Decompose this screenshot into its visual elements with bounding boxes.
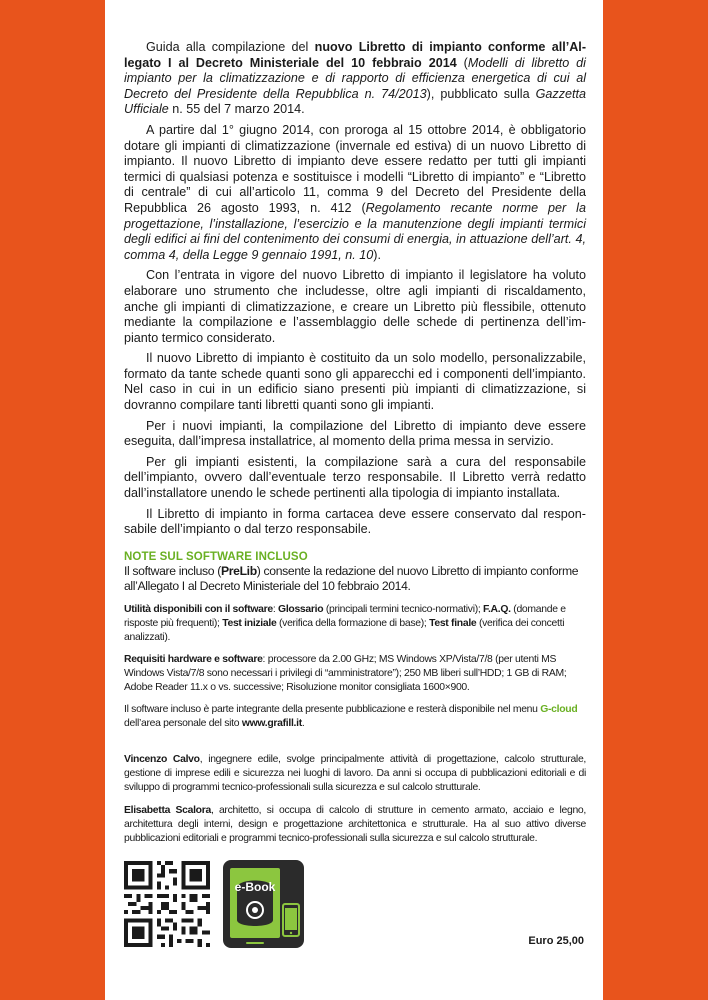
qr-code-icon (124, 861, 210, 947)
software-utilities: Utilità disponibili con il software: Glossario (principali termini tecnico-normativi); F.A.Q. (domande e risposte più frequenti); Test iniziale (verifica della formazione di base); Test finale (verifica dei concetti analizzati). (124, 603, 566, 643)
paragraph-5: Per i nuovi impianti, la compilazione del Libretto di impianto deve essere eseguita, dall’impresa installatrice, al momento della prima messa in servizio. (124, 418, 586, 449)
description-text (124, 40, 586, 538)
price-label: Euro 25,00 (528, 935, 584, 947)
paragraph-2: A partire dal 1° giugno 2014, con proroga al 15 ottobre 2014, è obbligatorio dotare gli impianti di climatizzazione (invernale ed estiva) di un nuovo Libretto di impianto. Il nuovo Libretto di impianto deve essere redatto per tutti gli impianti termici di qualsiasi potenza e sostituisce i modelli “Libretto di impianto” e “Libretto di centrale” di cui all’articolo 11, comma 9 del Decreto del Presidente della Repubblica 26 agosto 1993, n. 412 (Regolamento recante norme per la progettazione, l’installazione, l’esercizio e la manutenzione degli impianti termici degli edifici ai fini del contenimento dei consumi di energia, in attuazione dell’art. 4, comma 4, della Legge 9 gennaio 1991, n. 10). (124, 122, 586, 262)
ebook-tablet-icon (221, 858, 306, 950)
paragraph-6: Per gli impianti esistenti, la compilazione sarà a cura del responsabile dell’impianto, ovvero dall’eventuale terzo responsabile. Il Libretto verrà redatto dall’installatore unendo le schede pertinenti alla tipologia di impianto installata. (124, 454, 586, 501)
software-integral-note: Il software incluso è parte integrante della presente pubblicazione e resterà disponibile nel menu G-cloud dell’area personale del sito www.grafill.it. (124, 703, 578, 729)
author-bio-2: Elisabetta Scalora, architetto, si occupa di calcolo di strutture in cemento armato, acciaio e legno, architettura degli interni, design e progettazione architettonica e strutturale. Ha al suo attivo diverse pubblicazioni editoriali e programmi tecnico-professionali sulla sicurezza e sul calcolo strutturale. (124, 804, 586, 844)
paragraph-7: Il Libretto di impianto in forma cartacea deve essere conservato dal responsabile dell’impianto o dal terzo responsabile. (124, 506, 586, 537)
ebook-label: e-Book (234, 880, 276, 894)
g-cloud-label: G-cloud (540, 703, 578, 715)
software-intro: Il software incluso (PreLib) consente la redazione del nuovo Libretto di impianto conforme all’Allegato I al Decreto Ministeriale del 10 febbraio 2014. (124, 563, 579, 594)
back-cover-page (105, 0, 603, 1000)
paragraph-1: Guida alla compilazione del nuovo Libretto di impianto conforme all’Allegato I al Decreto Ministeriale del 10 febbraio 2014 (Modelli di libretto di impianto per la climatizzazione e di rapporto di efficienza energetica di cui al Decreto del Presidente della Repubblica n. 74/2013), pubblicato sulla Gazzetta Ufficiale n. 55 del 7 marzo 2014. (124, 40, 587, 117)
software-requirements: Requisiti hardware e software: processore da 2.00 GHz; MS Windows XP/Vista/7/8 (per utenti MS Windows Vista/7/8 sono necessari i privilegi di “amministratore”); 250 MB liberi sull’HDD; 1 GB di RAM; Adobe Reader 11.x o vs. successive; Risoluzione monitor consigliata 1600×900. (124, 653, 567, 693)
website-link[interactable]: www.grafill.it (241, 717, 302, 729)
content-area (124, 40, 586, 855)
paragraph-4: Il nuovo Libretto di impianto è costituito da un solo modello, personalizzabile, formato da tante schede quanti sono gli apparecchi ed i componenti dell’impianto. Nel caso in cui in un edificio siano presenti più impianti di climatizzazione, si dovranno compilare tanti libretti quanti sono gli impianti. (124, 351, 586, 413)
spacer (124, 739, 586, 753)
software-notes-heading: NOTE SUL SOFTWARE INCLUSO (124, 550, 308, 563)
paragraph-3: Con l’entrata in vigore del nuovo Libretto di impianto il legislatore ha voluto elaborare uno strumento che includesse, oltre agli impianti di riscaldamento, anche gli impianti di climatizzazione, e creare un Libretto più flessibile, ottenuto mediante la compilazione e l’assemblaggio delle schede di pertinenza dell’impianto termico considerato. (124, 268, 586, 345)
author-bio-1: Vincenzo Calvo, ingegnere edile, svolge principalmente attività di progettazione, calcolo strutturale, gestione di imprese edili e sicurezza nei luoghi di lavoro. Da anni si occupa di pubblicazioni editoriali e di sviluppo di programmi tecnico-professionali sulla sicurezza e sul calcolo strutturale. (124, 753, 587, 793)
